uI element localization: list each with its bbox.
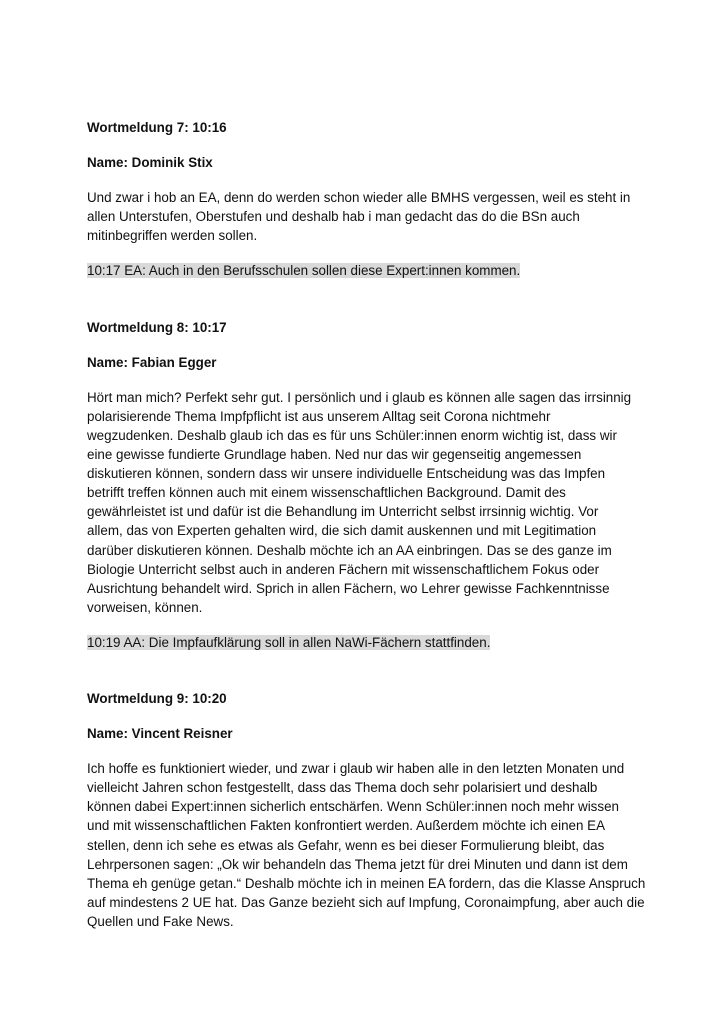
- entry-header: Wortmeldung 8: 10:17: [87, 319, 227, 335]
- document-body: [87, 118, 647, 947]
- wortmeldung-9: [87, 689, 647, 931]
- speaker-name: Name: Fabian Egger: [87, 354, 217, 370]
- spacer: [87, 281, 647, 318]
- spacer: [87, 652, 647, 689]
- decision-line: [87, 633, 647, 652]
- decision-line: [87, 261, 647, 280]
- wortmeldung-8: [87, 318, 647, 652]
- entry-header: Wortmeldung 9: 10:20: [87, 690, 227, 706]
- statement-text: Hört man mich? Perfekt sehr gut. I persönlich und i glaub es können alle sagen das irrsinnig polarisierende Thema Impfpflicht ist aus unserem Alltag seit Corona nichtmehr wegzudenken. Deshalb glaub ich das es für uns Schüler:innen enorm wichtig ist, dass wir eine gewisse fundierte Grundlage haben. Ned nur das wir gegenseitig angemessen diskutieren können, sondern dass wir unsere individuelle Entscheidung was das Impfen betrifft treffen können auch mit einem wissenschaftlichen Background. Damit des gewährleistet ist und dafür ist die Behandlung im Unterricht selbst irrsinnig wichtig. Vor allem, das von Experten gehalten wird, die sich damit auskennen und mit Legitimation darüber diskutieren können. Deshalb möchte ich an AA einbringen. Das se des ganze im Biologie Unterricht selbst auch in anderen Fächern mit wissenschaftlichem Fokus oder Ausrichtung behandelt wird. Sprich in allen Fächern, wo Lehrer gewisse Fachkenntnisse vorweisen, können.: [87, 389, 632, 615]
- statement-text: Ich hoffe es funktioniert wieder, und zwar i glaub wir haben alle in den letzten Monaten und vielleicht Jahren schon festgestellt, dass das Thema doch sehr polarisiert und deshalb können dabei Expert:innen sicherlich entschärfen. Wenn Schüler:innen noch mehr wissen und mit wissenschaftlichen Fakten konfrontiert werden. Außerdem möchte ich einen EA stellen, denn ich sehe es etwas als Gefahr, wenn es bei dieser Formulierung bleibt, das Lehrpersonen sagen: „Ok wir behandeln das Thema jetzt für drei Minuten und dann ist dem Thema eh genüge getan.“ Deshalb möchte ich in meinen EA fordern, das die Klasse Anspruch auf mindestens 2 UE hat. Das Ganze bezieht sich auf Impfung, Coronaimpfung, aber auch die Quellen und Fake News.: [87, 761, 646, 929]
- speaker-name: Name: Vincent Reisner: [87, 726, 233, 742]
- decision-highlight: 10:19 AA: Die Impfaufklärung soll in allen NaWi-Fächern stattfinden.: [87, 634, 491, 650]
- wortmeldung-7: [87, 118, 647, 281]
- entry-header: Wortmeldung 7: 10:16: [87, 120, 227, 135]
- decision-highlight: 10:17 EA: Auch in den Berufsschulen sollen diese Expert:innen kommen.: [87, 263, 521, 279]
- speaker-name: Name: Dominik Stix: [87, 155, 213, 171]
- statement-text: Und zwar i hob an EA, denn do werden schon wieder alle BMHS vergessen, weil es steht in allen Unterstufen, Oberstufen und deshalb hab i man gedacht das do die BSn auch mitinbegriffen werden sollen.: [87, 190, 631, 244]
